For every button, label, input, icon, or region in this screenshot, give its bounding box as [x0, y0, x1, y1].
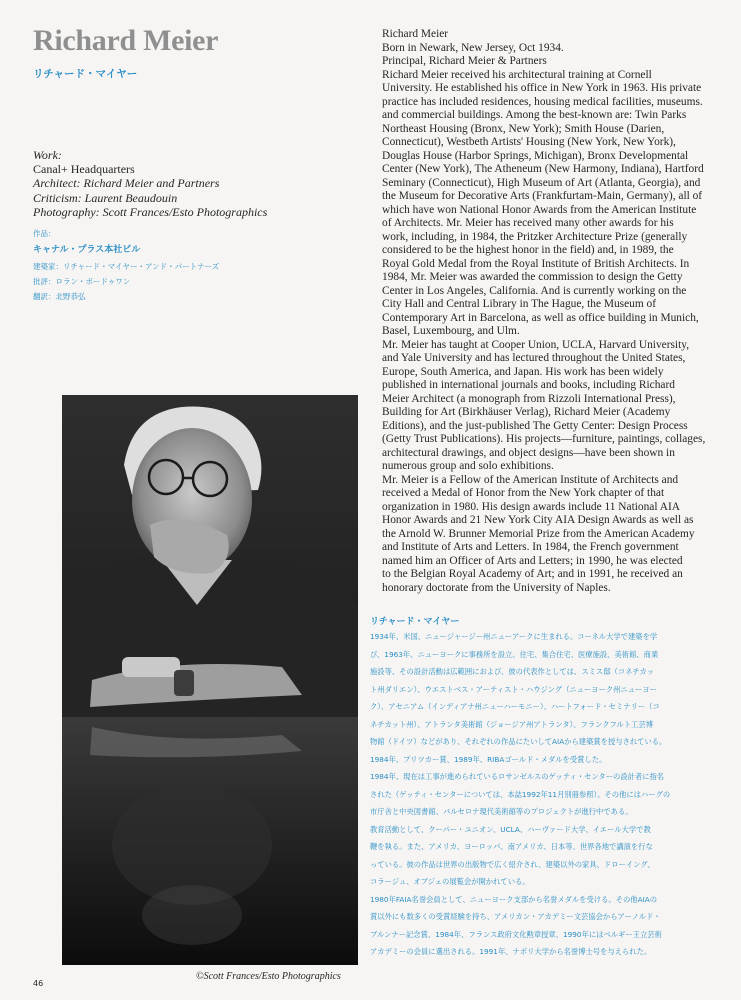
bio-line-jp: ブルンナー記念賞、1984年、フランス政府文化勲章授章、1990年にはベルギー王立芸術	[370, 929, 662, 939]
bio-line: Contemporary Art in Barcelona, as well as office building in Munich,	[382, 311, 699, 324]
bio-line: City Hall and Central Library in The Hague, the Museum of	[382, 298, 657, 310]
biography-japanese-title: リチャード・マイヤー	[370, 617, 460, 627]
bio-line: Mr. Meier has taught at Cooper Union, UCLA, Harvard University,	[382, 338, 690, 351]
work-credits	[33, 148, 333, 219]
bio-line: Born in Newark, New Jersey, Oct 1934.	[382, 41, 564, 54]
bio-line: organization in 1980. His design awards include 11 National AIA	[382, 500, 680, 513]
bio-line-jp: された（ゲッティ・センターについては、本誌1992年11月別冊参照）。その他にはハーグの	[370, 789, 671, 799]
bio-line: to the Belgian Royal Academy of Art; and in 1991, he received an	[382, 568, 683, 580]
bio-line: Northeast Housing (Bronx, New York); Smith House (Darien,	[382, 122, 665, 135]
work-label: Work:	[33, 148, 62, 162]
bio-line: Center in Los Angeles, California. And is currently working on the	[382, 284, 687, 297]
bio-line: and Institute of Arts and Letters. In 1984, the French government	[382, 541, 679, 553]
bio-line-jp: 鞭を執る。また、アメリカ、ヨーロッパ、南アメリカ、日本等、世界各地で講演を行な	[370, 842, 653, 851]
bio-line-jp: っている。彼の作品は世界の出版物で広く紹介され、建築以外の家具、ドローイング、	[370, 859, 655, 869]
bio-line-jp: 1980年FAIA名誉会員として、ニューヨーク支部から名誉メダルを受ける。その他AIAの	[370, 894, 658, 904]
bio-line: Douglas House (Harbor Springs, Michigan), Bronx Developmental	[382, 149, 689, 162]
bio-line-jp: コラージュ、オブジェの展覧会が開かれている。	[370, 877, 530, 886]
bio-line: (Getty Trust Publications). His projects—furniture, paintings, collages,	[382, 433, 706, 445]
bio-line: Honor Awards and 21 New York City AIA Design Awards as well as	[382, 514, 694, 526]
biography-english	[382, 28, 714, 595]
biography-japanese	[370, 628, 715, 961]
bio-line-jp: 物館（ドイツ）などがあり、それぞれの作品にたいしてAIAから建築賞を授与されている。	[370, 737, 667, 746]
bio-line-jp: 賞以外にも数多くの受賞経験を持ち、アメリカン・アカデミー文芸協会からアーノルド・	[370, 912, 661, 921]
work-architect-jp: 建築家：リチャード・マイヤー・アンド・パートナーズ	[33, 262, 220, 271]
work-translation-jp: 翻訳：北野恭弘	[33, 292, 86, 301]
bio-line-jp: ク）、アセニアム（インディアナ州ニューハーモニー）、ハートフォード・セミナリー（コ	[370, 702, 660, 711]
bio-line: the Museum for Decorative Arts (Frankfurtam-Main, Germany), all of	[382, 190, 703, 202]
bio-line: Center (New York), The Atheneum (New Harmony, Indiana), Hartford	[382, 163, 704, 175]
work-criticism-jp: 批評：ロラン・ボードゥワン	[33, 277, 131, 286]
bio-line: and commercial buildings. Among the best-known are: Twin Parks	[382, 109, 687, 121]
work-name: Canal+ Headquarters	[33, 162, 135, 177]
bio-line-jp: ネチカット州）、アトランタ美術館（ジョージア州アトランタ）、フランクフルト工芸博	[370, 719, 654, 729]
bio-line: Royal Gold Medal from the Royal Institute of British Architects. In	[382, 257, 690, 270]
work-architect: Architect: Richard Meier and Partners	[33, 176, 220, 191]
bio-line-jp: 1984年、現在は工事が進められているロサンゼルスのゲッティ・センターの設計者に指名	[370, 772, 665, 781]
photo-credit: ©Scott Frances/Esto Photographics	[196, 971, 341, 982]
bio-line: published in international journals and books, including Richard	[382, 379, 675, 391]
bio-line-jp: 市庁舎と中央図書館、バルセロナ現代美術館等のプロジェクトが進行中である。	[370, 807, 633, 816]
work-photography: Photography: Scott Frances/Esto Photographics	[33, 204, 268, 219]
page-number: 46	[33, 979, 44, 988]
bio-line: Editions), and the just-published The Getty Center: Design Process	[382, 419, 688, 432]
work-name-jp: キャナル・プラス本社ビル	[33, 245, 141, 255]
bio-line: which have won National Honor Awards from the American Institute	[382, 203, 697, 216]
bio-line: Building for Art (Birkhäuser Verlag), Richard Meier (Academy	[382, 406, 671, 418]
bio-line: and Yale University and has lectured throughout the United States,	[382, 352, 686, 364]
bio-line: Richard Meier received his architectural training at Cornell	[382, 68, 652, 81]
bio-line: the Arnold W. Brunner Memorial Prize from the American Academy	[382, 527, 695, 540]
bio-line: received a Medal of Honor from the New York chapter of that	[382, 487, 665, 499]
page-title-japanese: リチャード・マイヤー	[33, 68, 138, 80]
bio-line: honorary doctorate from the University of Naples.	[382, 581, 611, 594]
bio-line-jp: 1984年、プリツカー賞、1989年、RIBAゴールド・メダルを受賞した。	[370, 754, 607, 764]
portrait-photo	[62, 395, 358, 965]
bio-line: Richard Meier	[382, 28, 449, 40]
bio-line: of Architects. Mr. Meier has received many other awards for his	[382, 217, 674, 229]
bio-line: considered to be the highest honor in the field) and, in 1989, the	[382, 244, 674, 256]
bio-line: Seminary (Connecticut), High Museum of Art (Atlanta, Georgia), and	[382, 176, 701, 189]
bio-line-jp: ト州ダリエン）、ウエストベス・アーティスト・ハウジング（ニューヨーク州ニューヨー	[370, 684, 657, 694]
bio-line-jp: 施設等、その設計活動は広範囲におよび、彼の代表作としては、スミス邸（コネチカッ	[370, 667, 655, 676]
bio-line-jp: 1934年、米国、ニュージャージー州ニューアークに生まれる。コーネル大学で建築を学	[370, 632, 658, 641]
bio-line: Europe, South America, and Japan. His work has been widely	[382, 365, 664, 378]
bio-line-jp: アカデミーの会員に選出される。1991年、ナポリ大学から名誉博士号を与えられた。	[370, 947, 652, 956]
page-title: Richard Meier	[33, 24, 219, 57]
bio-line: work, including, in 1984, the Pritzker Architecture Prize (generally	[382, 230, 688, 243]
bio-line: practice has included residences, housing medical facilities, museums.	[382, 95, 703, 108]
bio-line: Mr. Meier is a Fellow of the American Institute of Architects and	[382, 473, 679, 486]
work-label-jp: 作品：	[33, 229, 56, 238]
bio-line: Basel, Luxembourg, and Ulm.	[382, 325, 520, 337]
bio-line: Meier Architect (a monograph from Rizzoli International Press),	[382, 392, 676, 405]
bio-line: Connecticut), Westbeth Artists' Housing (New York, New York),	[382, 136, 676, 148]
bio-line: numerous group and solo exhibitions.	[382, 460, 554, 472]
work-credits-japanese	[33, 226, 333, 304]
bio-line-jp: び、1963年、ニューヨークに事務所を設立。住宅、集合住宅、医療施設、美術館、商業	[370, 649, 659, 659]
bio-line-jp: 教育活動として、クーパー・ユニオン、UCLA、ハーヴァード大学、イエール大学で教	[370, 824, 651, 834]
bio-line: named him an Officer of Arts and Letters; in 1990, he was elected	[382, 554, 683, 567]
bio-line: Principal, Richard Meier & Partners	[382, 55, 547, 67]
bio-line: 1984, Mr. Meier was awarded the commission to design the Getty	[382, 271, 683, 283]
bio-line: architectural drawings, and object designs—have been shown in	[382, 446, 675, 459]
work-criticism: Criticism: Laurent Beaudouin	[33, 190, 178, 205]
bio-line: University. He established his office in New York in 1963. His private	[382, 82, 702, 94]
